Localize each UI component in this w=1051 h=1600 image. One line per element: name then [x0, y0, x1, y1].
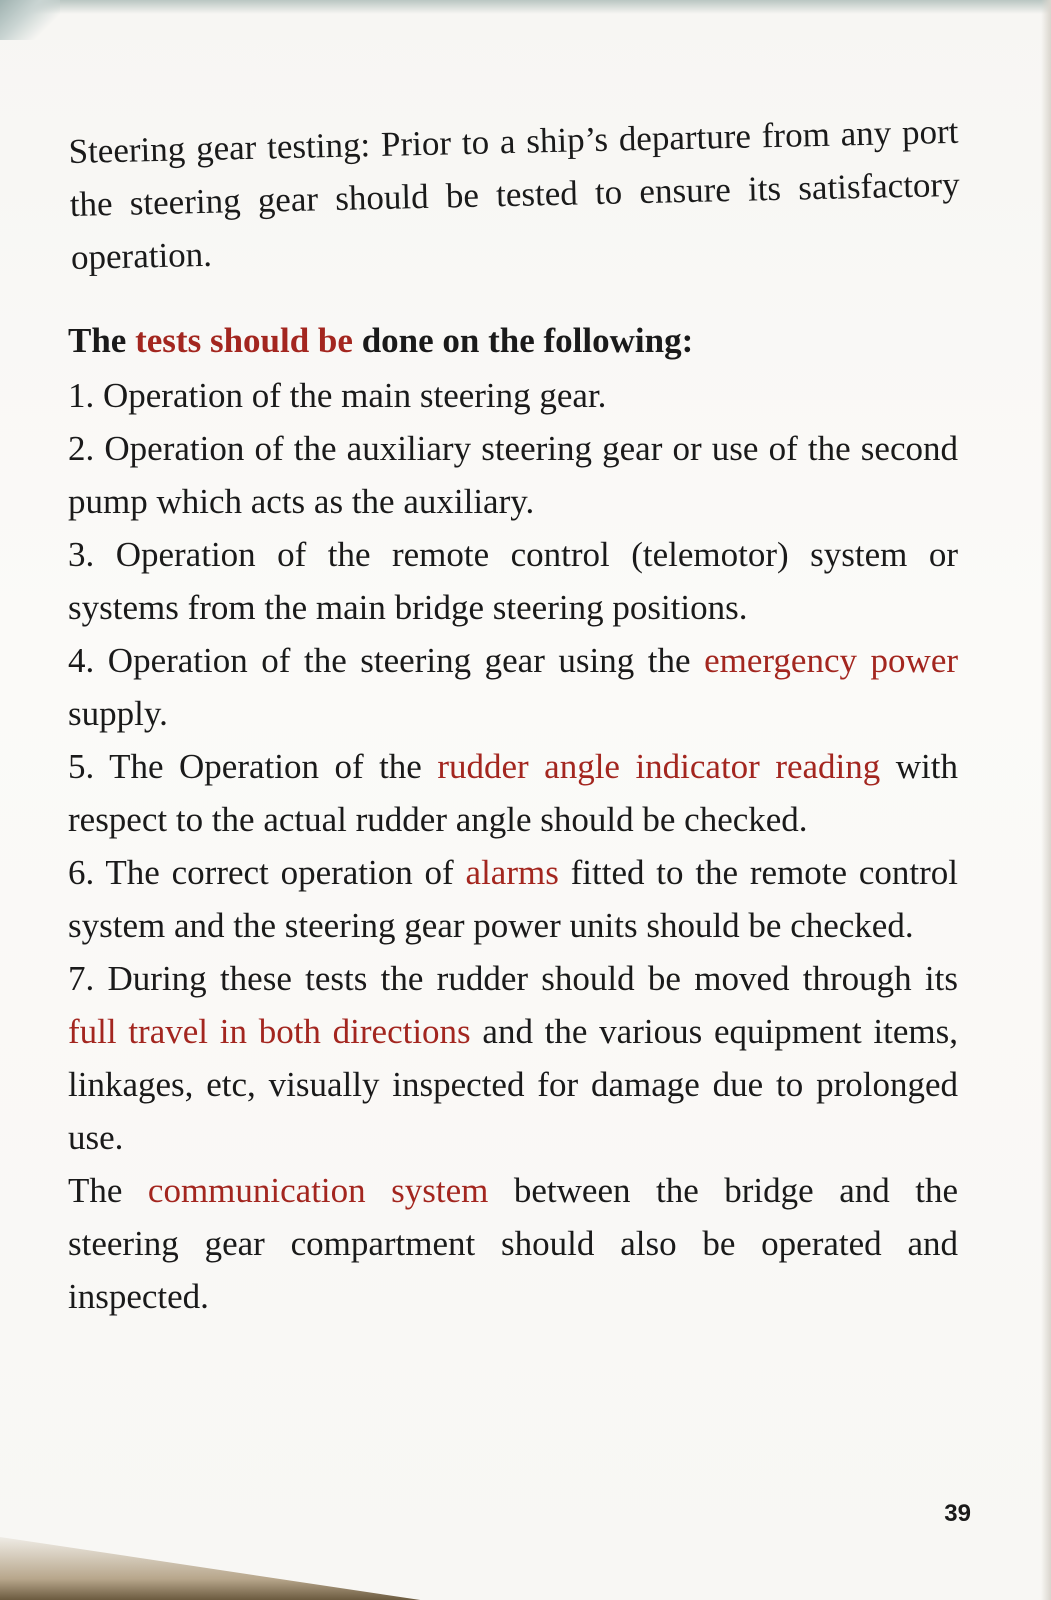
- list-item-1: 1. Operation of the main steering gear.: [68, 376, 607, 415]
- section-heading: [68, 314, 958, 367]
- list-item-5: [68, 740, 958, 846]
- page-corner: [0, 0, 60, 40]
- closing-highlight: communication system: [147, 1171, 489, 1210]
- page-bottom-edge: [0, 1530, 1051, 1600]
- heading-part-3: done on the following:: [352, 321, 694, 360]
- item-7-pre: 7. During these tests the rudder should be moved through its: [68, 959, 958, 998]
- item-7-highlight: full travel in both directions: [68, 1012, 471, 1051]
- list-item-7: [68, 952, 958, 1164]
- item-5-pre: 5. The Operation of the: [68, 747, 438, 786]
- heading-highlight: tests should be: [135, 321, 353, 360]
- heading-part-1: The: [68, 321, 136, 360]
- page-number: 39: [944, 1500, 971, 1527]
- list-item-2: 2. Operation of the auxiliary steering gear or use of the second pump which acts as the auxiliary.: [68, 429, 958, 521]
- list-item-6: [68, 846, 958, 952]
- closing-pre: The: [68, 1171, 148, 1210]
- page-content: [68, 111, 961, 1323]
- list-item-3: 3. Operation of the remote control (telemotor) system or systems from the main bridge steering positions.: [68, 535, 958, 627]
- page-top-edge: [0, 0, 1051, 14]
- item-4-highlight: emergency power: [704, 641, 959, 680]
- closing-post: between the bridge and the steering gear compartment should also be operated and inspected.: [68, 1171, 958, 1316]
- item-5-highlight: rudder angle indicator reading: [437, 747, 881, 786]
- item-7-post: and the various equipment items, linkages, etc, visually inspected for damage due to prolonged use.: [68, 1012, 958, 1157]
- item-4-post: supply.: [68, 694, 168, 733]
- list-item-4: [68, 634, 958, 740]
- closing-paragraph: [68, 1164, 958, 1323]
- page-right-edge: [1041, 0, 1051, 1600]
- item-5-post: with respect to the actual rudder angle should be checked.: [68, 747, 958, 839]
- intro-paragraph: Steering gear testing: Prior to a ship’s departure from any port the steering gear should be tested to ensure its satisfactory operation.: [68, 111, 961, 277]
- item-6-post: fitted to the remote control system and the steering gear power units should be checked.: [68, 853, 959, 945]
- item-4-pre: 4. Operation of the steering gear using the: [68, 641, 705, 680]
- item-6-highlight: alarms: [465, 853, 559, 892]
- item-6-pre: 6. The correct operation of: [68, 853, 466, 892]
